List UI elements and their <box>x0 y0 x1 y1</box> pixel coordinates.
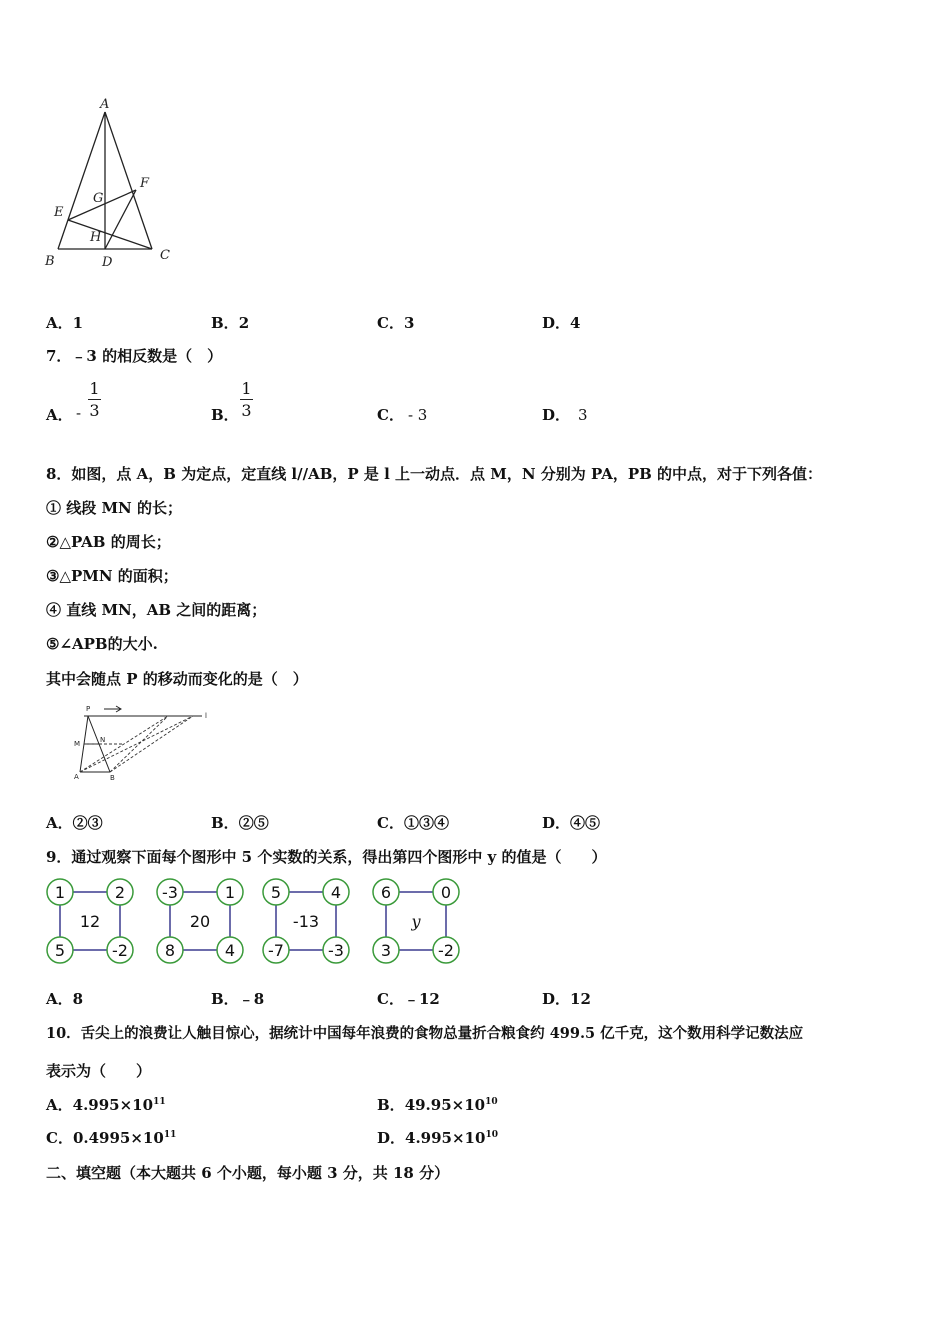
box-4-bottom-left: 3 <box>380 941 392 960</box>
q10-option-d[interactable] <box>377 1127 498 1148</box>
box-1-bottom-right: -2 <box>112 941 128 960</box>
box-2-bottom-right: 4 <box>224 941 236 960</box>
triangle-figure <box>40 92 180 277</box>
option-value: - 3 <box>407 406 428 424</box>
option-value: ①③④ <box>403 814 449 832</box>
label-p: P <box>86 705 91 713</box>
q9-option-c[interactable] <box>377 988 440 1009</box>
q7-option-a-sign: - <box>76 404 82 422</box>
q9-stem: 9．通过观察下面每个图形中 5 个实数的关系，得出第四个图形中 y 的值是（ ） <box>46 848 607 866</box>
q8-item-1: ① 线段 MN 的长； <box>46 499 182 517</box>
q8-item-4: ④ 直线 MN，AB 之间的距离； <box>46 601 267 619</box>
q10-option-a[interactable] <box>46 1094 166 1115</box>
box-3-bottom-right: -3 <box>328 941 344 960</box>
box-2-top-left: -3 <box>162 883 178 902</box>
q10-option-b[interactable] <box>377 1094 498 1115</box>
option-letter: A． <box>46 314 73 332</box>
fraction-numerator: 1 <box>89 379 100 398</box>
q8-option-c[interactable] <box>377 812 449 833</box>
q6-option-a[interactable] <box>46 312 83 333</box>
option-letter: B． <box>211 314 239 332</box>
label-a: A <box>100 97 110 112</box>
option-value: 4 <box>570 314 581 332</box>
box-3-top-left: 5 <box>270 883 282 902</box>
label-m: M <box>74 740 81 748</box>
box-2-bottom-left: 8 <box>164 941 176 960</box>
option-letter: D． <box>542 990 571 1008</box>
label-g: G <box>93 191 104 206</box>
option-value: ﹣12 <box>403 990 440 1008</box>
option-letter: C． <box>377 990 404 1008</box>
option-exponent: 10 <box>485 1097 498 1107</box>
q6-option-c[interactable] <box>377 312 414 333</box>
box-1-top-left: 1 <box>54 883 66 902</box>
option-value: ②③ <box>72 814 103 832</box>
q10-stem-line-1: 10．舌尖上的浪费让人触目惊心，据统计中国每年浪费的食物总量折合粮食约 499.5 亿千克，这个数用科学记数法应 <box>46 1025 804 1042</box>
q8-option-d[interactable] <box>542 812 600 833</box>
option-exponent: 11 <box>153 1097 166 1107</box>
option-letter: C． <box>377 406 404 424</box>
option-letter: D． <box>542 314 571 332</box>
option-letter: D． <box>542 814 571 832</box>
q8-item-3: ③△PMN 的面积； <box>46 567 178 585</box>
option-letter: A． <box>46 1096 73 1114</box>
label-n: N <box>100 736 106 744</box>
option-mantissa: 4.995×10 <box>72 1096 154 1114</box>
q8-option-b[interactable] <box>211 812 269 833</box>
option-letter: C． <box>46 1129 73 1147</box>
option-value: ②⑤ <box>238 814 269 832</box>
option-exponent: 11 <box>163 1130 177 1140</box>
q10-option-c[interactable] <box>46 1127 176 1148</box>
option-letter: A． <box>46 814 73 832</box>
option-mantissa: 49.95×10 <box>404 1096 486 1114</box>
box-4-top-left: 6 <box>380 883 392 902</box>
label-d: D <box>102 255 113 270</box>
label-e: E <box>54 205 64 220</box>
q9-option-a[interactable] <box>46 988 83 1009</box>
option-mantissa: 4.995×10 <box>405 1129 486 1147</box>
number-box-1 <box>47 879 133 963</box>
box-4-bottom-right: -2 <box>438 941 454 960</box>
box-1-center: 12 <box>79 912 101 931</box>
number-box-2 <box>157 879 243 963</box>
q8-question: 其中会随点 P 的移动而变化的是（ ） <box>46 670 308 688</box>
box-1-top-right: 2 <box>114 883 126 902</box>
q7-option-d[interactable] <box>542 404 588 425</box>
option-letter: D． <box>377 1129 406 1147</box>
q7-option-b-fraction <box>240 381 253 419</box>
box-1-bottom-left: 5 <box>54 941 66 960</box>
option-value: 1 <box>72 314 84 332</box>
q7-option-b-letter[interactable]: B． <box>211 406 239 424</box>
q9-option-d[interactable] <box>542 988 591 1009</box>
option-letter: C． <box>377 814 404 832</box>
option-value: 12 <box>570 990 591 1008</box>
q10-stem-line-2: 表示为（ ） <box>46 1062 152 1080</box>
box-3-top-right: 4 <box>330 883 342 902</box>
q8-option-a[interactable] <box>46 812 103 833</box>
q8-figure <box>68 700 213 785</box>
q6-option-b[interactable] <box>211 312 249 333</box>
box-3-bottom-left: -7 <box>268 941 284 960</box>
box-2-center: 20 <box>189 912 211 931</box>
label-b: B <box>110 774 115 782</box>
number-box-4 <box>373 879 459 963</box>
q7-option-c[interactable] <box>377 404 427 425</box>
label-b: B <box>45 254 55 269</box>
q7-option-a-fraction <box>88 381 101 419</box>
fraction-denominator: 3 <box>89 401 100 420</box>
box-2-top-right: 1 <box>224 883 236 902</box>
label-a: A <box>74 773 79 781</box>
option-value: ﹣8 <box>238 990 265 1008</box>
box-4-top-right: 0 <box>440 883 452 902</box>
q7-option-a-letter[interactable]: A． <box>46 406 73 424</box>
label-c: C <box>160 248 170 263</box>
q9-option-b[interactable] <box>211 988 264 1009</box>
option-letter: B． <box>211 990 239 1008</box>
option-letter: D． <box>542 406 571 424</box>
option-value: 8 <box>72 990 84 1008</box>
fraction-denominator: 3 <box>241 401 252 420</box>
option-letter: B． <box>211 814 239 832</box>
option-value: 3 <box>578 406 588 424</box>
option-letter: A． <box>46 990 73 1008</box>
number-box-3 <box>263 879 349 963</box>
option-mantissa: 0.4995×10 <box>72 1129 164 1147</box>
box-3-center: -13 <box>292 912 320 931</box>
label-f: F <box>140 176 150 191</box>
q8-item-2: ②△PAB 的周长； <box>46 533 171 551</box>
option-value: ④⑤ <box>570 814 601 832</box>
label-h: H <box>90 230 102 245</box>
q6-option-d[interactable] <box>542 312 580 333</box>
option-value: 2 <box>238 314 250 332</box>
section-2-heading: 二、填空题（本大题共 6 个小题，每小题 3 分，共 18 分） <box>46 1164 450 1182</box>
label-l: l <box>205 712 207 720</box>
box-4-center: y <box>411 912 421 931</box>
q8-stem: 8．如图，点 A，B 为定点，定直线 l//AB，P 是 l 上一动点．点 M，N 分别为 PA，PB 的中点，对于下列各值： <box>46 465 823 483</box>
q8-item-5: ⑤∠APB的大小. <box>46 635 158 653</box>
q9-number-boxes <box>40 872 470 972</box>
option-letter: B． <box>377 1096 405 1114</box>
fraction-numerator: 1 <box>241 379 252 398</box>
option-value: 3 <box>403 314 415 332</box>
option-exponent: 10 <box>485 1130 498 1140</box>
q7-stem: 7．﹣3 的相反数是（ ） <box>46 347 223 365</box>
option-letter: C． <box>377 314 404 332</box>
